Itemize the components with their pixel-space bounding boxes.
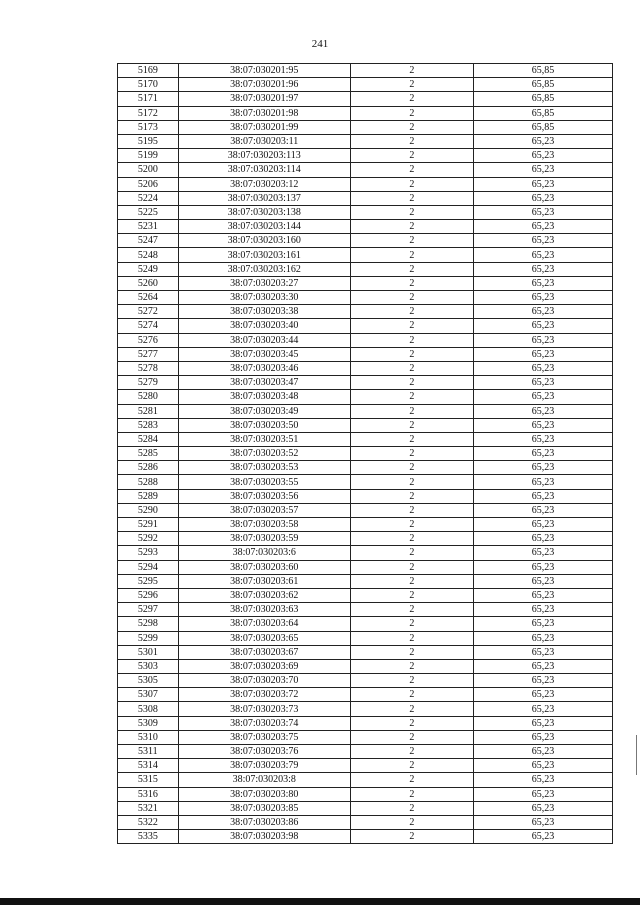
- count-cell: 2: [350, 617, 473, 631]
- count-cell: 2: [350, 248, 473, 262]
- value-cell: 65,23: [473, 149, 612, 163]
- value-cell: 65,23: [473, 234, 612, 248]
- count-cell: 2: [350, 390, 473, 404]
- table-row: [118, 220, 613, 234]
- cadastral-number-cell: 38:07:030203:70: [178, 674, 350, 688]
- count-cell: 2: [350, 461, 473, 475]
- row-number-cell: 5280: [118, 390, 179, 404]
- row-number-cell: 5292: [118, 532, 179, 546]
- table-row: [118, 64, 613, 78]
- table-row: [118, 276, 613, 290]
- value-cell: 65,23: [473, 503, 612, 517]
- count-cell: 2: [350, 773, 473, 787]
- count-cell: 2: [350, 603, 473, 617]
- row-number-cell: 5274: [118, 319, 179, 333]
- row-number-cell: 5290: [118, 503, 179, 517]
- value-cell: 65,23: [473, 262, 612, 276]
- page-number: 241: [311, 38, 329, 50]
- value-cell: 65,23: [473, 305, 612, 319]
- row-number-cell: 5272: [118, 305, 179, 319]
- value-cell: 65,85: [473, 106, 612, 120]
- value-cell: 65,23: [473, 475, 612, 489]
- table-row: [118, 305, 613, 319]
- row-number-cell: 5281: [118, 404, 179, 418]
- cadastral-number-cell: 38:07:030203:44: [178, 333, 350, 347]
- row-number-cell: 5289: [118, 489, 179, 503]
- count-cell: 2: [350, 163, 473, 177]
- cadastral-number-cell: 38:07:030203:160: [178, 234, 350, 248]
- row-number-cell: 5307: [118, 688, 179, 702]
- table-row: [118, 333, 613, 347]
- count-cell: 2: [350, 745, 473, 759]
- table-row: [118, 134, 613, 148]
- value-cell: 65,23: [473, 745, 612, 759]
- value-cell: 65,23: [473, 759, 612, 773]
- row-number-cell: 5316: [118, 787, 179, 801]
- value-cell: 65,23: [473, 674, 612, 688]
- cadastral-number-cell: 38:07:030203:75: [178, 730, 350, 744]
- table-row: [118, 659, 613, 673]
- table-row: [118, 560, 613, 574]
- count-cell: 2: [350, 588, 473, 602]
- cadastral-number-cell: 38:07:030203:56: [178, 489, 350, 503]
- count-cell: 2: [350, 191, 473, 205]
- table-row: [118, 702, 613, 716]
- row-number-cell: 5308: [118, 702, 179, 716]
- table-row: [118, 503, 613, 517]
- value-cell: 65,23: [473, 390, 612, 404]
- row-number-cell: 5299: [118, 631, 179, 645]
- value-cell: 65,85: [473, 92, 612, 106]
- row-number-cell: 5311: [118, 745, 179, 759]
- row-number-cell: 5206: [118, 177, 179, 191]
- table-row: [118, 92, 613, 106]
- count-cell: 2: [350, 205, 473, 219]
- cadastral-number-cell: 38:07:030203:57: [178, 503, 350, 517]
- count-cell: 2: [350, 489, 473, 503]
- count-cell: 2: [350, 333, 473, 347]
- value-cell: 65,23: [473, 276, 612, 290]
- cadastral-number-cell: 38:07:030203:74: [178, 716, 350, 730]
- count-cell: 2: [350, 518, 473, 532]
- count-cell: 2: [350, 347, 473, 361]
- cadastral-number-cell: 38:07:030203:8: [178, 773, 350, 787]
- row-number-cell: 5285: [118, 447, 179, 461]
- table-row: [118, 631, 613, 645]
- table-row: [118, 787, 613, 801]
- table-row: [118, 432, 613, 446]
- row-number-cell: 5291: [118, 518, 179, 532]
- value-cell: 65,23: [473, 603, 612, 617]
- value-cell: 65,23: [473, 163, 612, 177]
- table-row: [118, 361, 613, 375]
- row-number-cell: 5314: [118, 759, 179, 773]
- value-cell: 65,85: [473, 120, 612, 134]
- count-cell: 2: [350, 475, 473, 489]
- cadastral-number-cell: 38:07:030203:48: [178, 390, 350, 404]
- value-cell: 65,23: [473, 319, 612, 333]
- count-cell: 2: [350, 787, 473, 801]
- count-cell: 2: [350, 688, 473, 702]
- value-cell: 65,23: [473, 361, 612, 375]
- table-row: [118, 319, 613, 333]
- registry-table: [117, 63, 613, 844]
- count-cell: 2: [350, 120, 473, 134]
- table-row: [118, 645, 613, 659]
- table-row: [118, 773, 613, 787]
- cadastral-number-cell: 38:07:030203:30: [178, 291, 350, 305]
- table-row: [118, 475, 613, 489]
- table-row: [118, 106, 613, 120]
- row-number-cell: 5169: [118, 64, 179, 78]
- value-cell: 65,85: [473, 78, 612, 92]
- value-cell: 65,23: [473, 220, 612, 234]
- cadastral-number-cell: 38:07:030203:72: [178, 688, 350, 702]
- count-cell: 2: [350, 305, 473, 319]
- table-row: [118, 291, 613, 305]
- count-cell: 2: [350, 220, 473, 234]
- count-cell: 2: [350, 830, 473, 844]
- row-number-cell: 5309: [118, 716, 179, 730]
- count-cell: 2: [350, 149, 473, 163]
- count-cell: 2: [350, 106, 473, 120]
- table-row: [118, 588, 613, 602]
- value-cell: 65,23: [473, 376, 612, 390]
- cadastral-number-cell: 38:07:030203:49: [178, 404, 350, 418]
- count-cell: 2: [350, 376, 473, 390]
- value-cell: 65,23: [473, 830, 612, 844]
- registry-table-body: [118, 64, 613, 844]
- value-cell: 65,23: [473, 716, 612, 730]
- row-number-cell: 5277: [118, 347, 179, 361]
- row-number-cell: 5294: [118, 560, 179, 574]
- cadastral-number-cell: 38:07:030203:55: [178, 475, 350, 489]
- row-number-cell: 5225: [118, 205, 179, 219]
- value-cell: 65,23: [473, 177, 612, 191]
- cadastral-number-cell: 38:07:030203:162: [178, 262, 350, 276]
- count-cell: 2: [350, 503, 473, 517]
- cadastral-number-cell: 38:07:030203:51: [178, 432, 350, 446]
- value-cell: 65,23: [473, 432, 612, 446]
- value-cell: 65,23: [473, 134, 612, 148]
- value-cell: 65,23: [473, 730, 612, 744]
- cadastral-number-cell: 38:07:030203:113: [178, 149, 350, 163]
- count-cell: 2: [350, 759, 473, 773]
- row-number-cell: 5303: [118, 659, 179, 673]
- row-number-cell: 5173: [118, 120, 179, 134]
- table-row: [118, 730, 613, 744]
- cadastral-number-cell: 38:07:030203:85: [178, 801, 350, 815]
- cadastral-number-cell: 38:07:030203:52: [178, 447, 350, 461]
- row-number-cell: 5288: [118, 475, 179, 489]
- value-cell: 65,23: [473, 688, 612, 702]
- scan-edge-mark: [636, 735, 637, 775]
- value-cell: 65,23: [473, 532, 612, 546]
- count-cell: 2: [350, 447, 473, 461]
- row-number-cell: 5322: [118, 815, 179, 829]
- count-cell: 2: [350, 659, 473, 673]
- value-cell: 65,23: [473, 418, 612, 432]
- table-row: [118, 745, 613, 759]
- row-number-cell: 5305: [118, 674, 179, 688]
- value-cell: 65,23: [473, 560, 612, 574]
- row-number-cell: 5286: [118, 461, 179, 475]
- cadastral-number-cell: 38:07:030201:96: [178, 78, 350, 92]
- count-cell: 2: [350, 645, 473, 659]
- cadastral-number-cell: 38:07:030203:161: [178, 248, 350, 262]
- table-row: [118, 205, 613, 219]
- table-row: [118, 234, 613, 248]
- row-number-cell: 5278: [118, 361, 179, 375]
- table-row: [118, 177, 613, 191]
- value-cell: 65,23: [473, 815, 612, 829]
- row-number-cell: 5195: [118, 134, 179, 148]
- cadastral-number-cell: 38:07:030203:6: [178, 546, 350, 560]
- row-number-cell: 5321: [118, 801, 179, 815]
- table-row: [118, 191, 613, 205]
- row-number-cell: 5199: [118, 149, 179, 163]
- count-cell: 2: [350, 319, 473, 333]
- count-cell: 2: [350, 291, 473, 305]
- cadastral-number-cell: 38:07:030203:46: [178, 361, 350, 375]
- value-cell: 65,23: [473, 205, 612, 219]
- cadastral-number-cell: 38:07:030203:64: [178, 617, 350, 631]
- cadastral-number-cell: 38:07:030203:47: [178, 376, 350, 390]
- count-cell: 2: [350, 276, 473, 290]
- table-row: [118, 546, 613, 560]
- row-number-cell: 5247: [118, 234, 179, 248]
- table-row: [118, 418, 613, 432]
- table-row: [118, 248, 613, 262]
- value-cell: 65,23: [473, 447, 612, 461]
- row-number-cell: 5335: [118, 830, 179, 844]
- value-cell: 65,85: [473, 64, 612, 78]
- count-cell: 2: [350, 716, 473, 730]
- cadastral-number-cell: 38:07:030201:97: [178, 92, 350, 106]
- row-number-cell: 5231: [118, 220, 179, 234]
- row-number-cell: 5224: [118, 191, 179, 205]
- value-cell: 65,23: [473, 191, 612, 205]
- row-number-cell: 5170: [118, 78, 179, 92]
- cadastral-number-cell: 38:07:030203:62: [178, 588, 350, 602]
- cadastral-number-cell: 38:07:030203:138: [178, 205, 350, 219]
- value-cell: 65,23: [473, 588, 612, 602]
- table-row: [118, 518, 613, 532]
- row-number-cell: 5172: [118, 106, 179, 120]
- value-cell: 65,23: [473, 773, 612, 787]
- value-cell: 65,23: [473, 645, 612, 659]
- row-number-cell: 5279: [118, 376, 179, 390]
- cadastral-number-cell: 38:07:030203:67: [178, 645, 350, 659]
- count-cell: 2: [350, 361, 473, 375]
- count-cell: 2: [350, 532, 473, 546]
- cadastral-number-cell: 38:07:030203:69: [178, 659, 350, 673]
- count-cell: 2: [350, 262, 473, 276]
- cadastral-number-cell: 38:07:030203:40: [178, 319, 350, 333]
- value-cell: 65,23: [473, 347, 612, 361]
- cadastral-number-cell: 38:07:030201:98: [178, 106, 350, 120]
- cadastral-number-cell: 38:07:030201:99: [178, 120, 350, 134]
- scan-bottom-edge: [0, 898, 640, 905]
- cadastral-number-cell: 38:07:030203:98: [178, 830, 350, 844]
- value-cell: 65,23: [473, 518, 612, 532]
- cadastral-number-cell: 38:07:030203:59: [178, 532, 350, 546]
- row-number-cell: 5260: [118, 276, 179, 290]
- count-cell: 2: [350, 418, 473, 432]
- cadastral-number-cell: 38:07:030203:114: [178, 163, 350, 177]
- cadastral-number-cell: 38:07:030203:53: [178, 461, 350, 475]
- cadastral-number-cell: 38:07:030203:61: [178, 574, 350, 588]
- table-row: [118, 489, 613, 503]
- table-row: [118, 390, 613, 404]
- row-number-cell: 5200: [118, 163, 179, 177]
- count-cell: 2: [350, 134, 473, 148]
- cadastral-number-cell: 38:07:030203:80: [178, 787, 350, 801]
- value-cell: 65,23: [473, 801, 612, 815]
- row-number-cell: 5248: [118, 248, 179, 262]
- cadastral-number-cell: 38:07:030203:65: [178, 631, 350, 645]
- table-row: [118, 149, 613, 163]
- cadastral-number-cell: 38:07:030203:58: [178, 518, 350, 532]
- cadastral-number-cell: 38:07:030203:11: [178, 134, 350, 148]
- count-cell: 2: [350, 546, 473, 560]
- cadastral-number-cell: 38:07:030203:50: [178, 418, 350, 432]
- value-cell: 65,23: [473, 461, 612, 475]
- table-row: [118, 688, 613, 702]
- table-row: [118, 404, 613, 418]
- row-number-cell: 5264: [118, 291, 179, 305]
- table-row: [118, 830, 613, 844]
- row-number-cell: 5283: [118, 418, 179, 432]
- count-cell: 2: [350, 234, 473, 248]
- table-row: [118, 532, 613, 546]
- count-cell: 2: [350, 801, 473, 815]
- value-cell: 65,23: [473, 291, 612, 305]
- row-number-cell: 5301: [118, 645, 179, 659]
- table-row: [118, 603, 613, 617]
- table-row: [118, 716, 613, 730]
- cadastral-number-cell: 38:07:030203:12: [178, 177, 350, 191]
- cadastral-number-cell: 38:07:030203:76: [178, 745, 350, 759]
- row-number-cell: 5296: [118, 588, 179, 602]
- row-number-cell: 5276: [118, 333, 179, 347]
- row-number-cell: 5171: [118, 92, 179, 106]
- row-number-cell: 5293: [118, 546, 179, 560]
- count-cell: 2: [350, 730, 473, 744]
- table-row: [118, 674, 613, 688]
- value-cell: 65,23: [473, 787, 612, 801]
- cadastral-number-cell: 38:07:030203:79: [178, 759, 350, 773]
- value-cell: 65,23: [473, 617, 612, 631]
- table-row: [118, 347, 613, 361]
- count-cell: 2: [350, 404, 473, 418]
- count-cell: 2: [350, 177, 473, 191]
- count-cell: 2: [350, 560, 473, 574]
- row-number-cell: 5295: [118, 574, 179, 588]
- value-cell: 65,23: [473, 404, 612, 418]
- table-row: [118, 461, 613, 475]
- value-cell: 65,23: [473, 248, 612, 262]
- count-cell: 2: [350, 631, 473, 645]
- row-number-cell: 5249: [118, 262, 179, 276]
- cadastral-number-cell: 38:07:030203:137: [178, 191, 350, 205]
- row-number-cell: 5315: [118, 773, 179, 787]
- value-cell: 65,23: [473, 333, 612, 347]
- count-cell: 2: [350, 78, 473, 92]
- count-cell: 2: [350, 432, 473, 446]
- value-cell: 65,23: [473, 702, 612, 716]
- table-row: [118, 815, 613, 829]
- count-cell: 2: [350, 574, 473, 588]
- cadastral-number-cell: 38:07:030203:144: [178, 220, 350, 234]
- table-row: [118, 262, 613, 276]
- value-cell: 65,23: [473, 631, 612, 645]
- row-number-cell: 5298: [118, 617, 179, 631]
- value-cell: 65,23: [473, 489, 612, 503]
- count-cell: 2: [350, 674, 473, 688]
- table-row: [118, 574, 613, 588]
- value-cell: 65,23: [473, 574, 612, 588]
- table-row: [118, 801, 613, 815]
- table-row: [118, 376, 613, 390]
- cadastral-number-cell: 38:07:030203:60: [178, 560, 350, 574]
- count-cell: 2: [350, 815, 473, 829]
- count-cell: 2: [350, 92, 473, 106]
- cadastral-number-cell: 38:07:030203:63: [178, 603, 350, 617]
- cadastral-number-cell: 38:07:030203:86: [178, 815, 350, 829]
- row-number-cell: 5297: [118, 603, 179, 617]
- table-row: [118, 163, 613, 177]
- count-cell: 2: [350, 702, 473, 716]
- row-number-cell: 5310: [118, 730, 179, 744]
- table-row: [118, 78, 613, 92]
- table-row: [118, 120, 613, 134]
- row-number-cell: 5284: [118, 432, 179, 446]
- value-cell: 65,23: [473, 659, 612, 673]
- count-cell: 2: [350, 64, 473, 78]
- table-row: [118, 447, 613, 461]
- cadastral-number-cell: 38:07:030203:45: [178, 347, 350, 361]
- value-cell: 65,23: [473, 546, 612, 560]
- cadastral-number-cell: 38:07:030203:38: [178, 305, 350, 319]
- table-row: [118, 759, 613, 773]
- cadastral-number-cell: 38:07:030203:27: [178, 276, 350, 290]
- table-row: [118, 617, 613, 631]
- cadastral-number-cell: 38:07:030203:73: [178, 702, 350, 716]
- cadastral-number-cell: 38:07:030201:95: [178, 64, 350, 78]
